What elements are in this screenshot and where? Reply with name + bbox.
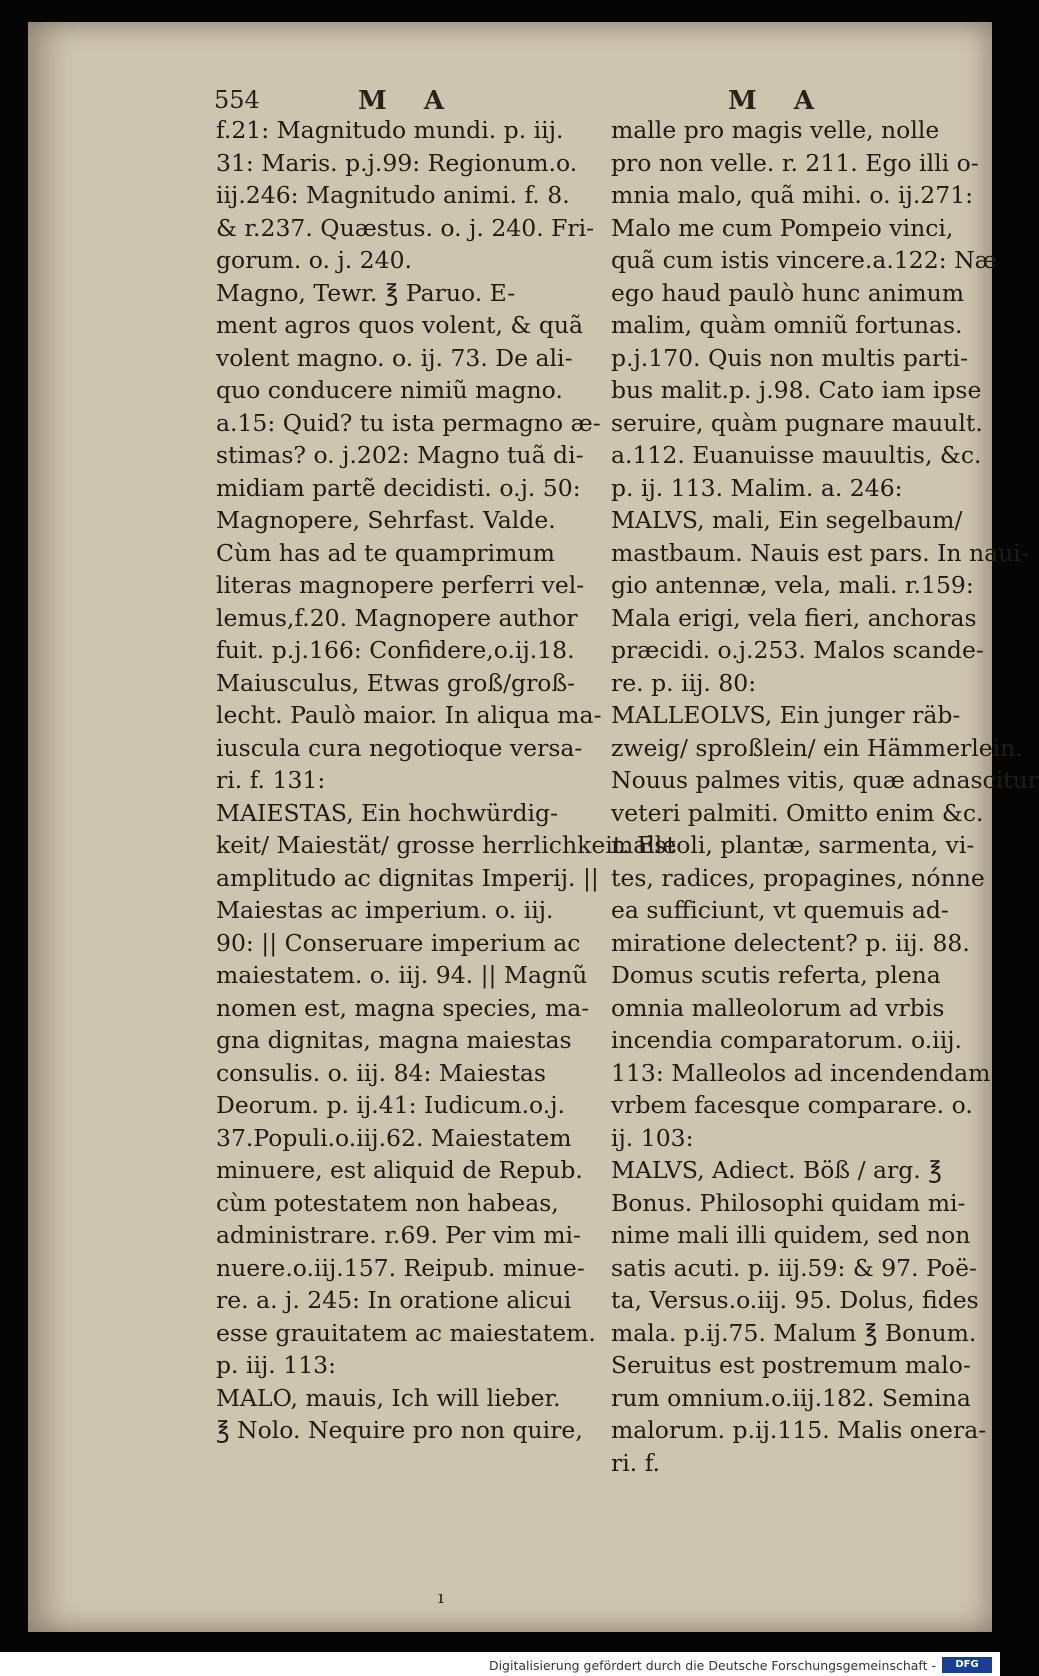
text-line: ea sufficiunt, vt quemuis ad- — [611, 896, 949, 924]
text-line: ta, Versus.o.iij. 95. Dolus, fides — [611, 1286, 979, 1314]
text-line: p.j.170. Quis non multis parti- — [611, 343, 969, 372]
text-line: ij. 103: — [611, 1123, 694, 1152]
text-line: gna dignitas, magna maiestas — [216, 1026, 572, 1054]
page-number: 554 — [214, 86, 260, 114]
text-line: Bonus. Philosophi quidam mi- — [611, 1188, 966, 1217]
text-line: re. p. iij. 80: — [611, 668, 757, 697]
text-line: tes, radices, propagines, nónne — [611, 863, 985, 892]
text-line: Domus scutis referta, plena — [611, 961, 941, 989]
text-line: gorum. o. j. 240. — [216, 246, 413, 274]
text-line: quã cum istis vincere.a.122: Næ — [611, 246, 997, 274]
text-line: Deorum. p. ij.41: Iudicum.o.j. — [216, 1091, 566, 1119]
text-line: esse grauitatem ac maiestatem. — [216, 1318, 596, 1347]
text-line: a.112. Euanuisse mauultis, &c. — [611, 441, 982, 469]
text-line: malleoli, plantæ, sarmenta, vi- — [611, 831, 975, 859]
text-line: Magno, Tewr. ℥ Paruo. E- — [216, 278, 516, 307]
text-line: & r.237. Quæstus. o. j. 240. Fri- — [216, 213, 595, 242]
text-line: nuere.o.iij.157. Reipub. minue- — [216, 1253, 585, 1282]
text-line: veteri palmiti. Omitto enim &c. — [611, 798, 984, 827]
text-line: nomen est, magna species, ma- — [216, 993, 590, 1022]
text-line: 113: Malleolos ad incendendam — [611, 1058, 991, 1087]
text-line: mala. p.ij.75. Malum ℥ Bonum. — [611, 1318, 977, 1347]
text-line: ego haud paulò hunc animum — [611, 278, 965, 307]
book-page — [28, 22, 1039, 1632]
text-line: Malo me cum Pompeio vinci, — [611, 213, 954, 242]
text-line: omnia malleolorum ad vrbis — [611, 993, 945, 1022]
text-line: seruire, quàm pugnare mauult. — [611, 408, 983, 437]
text-line: miratione delectent? p. iij. 88. — [611, 928, 970, 957]
text-line: Seruitus est postremum malo- — [611, 1351, 971, 1379]
text-line: re. a. j. 245: In oratione alicui — [216, 1286, 572, 1314]
text-line: p. iij. 113: — [216, 1351, 337, 1379]
text-line: f.21: Magnitudo mundi. p. iij. — [216, 116, 564, 144]
digitization-footer — [0, 1652, 1000, 1676]
text-line: lecht. Paulò maior. In aliqua ma- — [216, 701, 602, 729]
text-line: 90: || Conseruare imperium ac — [216, 928, 581, 957]
text-line: Nouus palmes vitis, quæ adnascitur — [611, 766, 1039, 794]
text-line: mastbaum. Nauis est pars. In naui- — [611, 538, 1029, 567]
running-head-left: M A — [358, 86, 459, 116]
text-line: 37.Populi.o.iij.62. Maiestatem — [216, 1123, 572, 1152]
text-line: mnia malo, quã mihi. o. ij.271: — [611, 181, 974, 209]
text-line: lemus,f.20. Magnopere author — [216, 603, 578, 632]
text-line: malle pro magis velle, nolle — [611, 116, 940, 144]
text-line: iuscula cura negotioque versa- — [216, 733, 583, 762]
text-line: rum omnium.o.iij.182. Semina — [611, 1383, 971, 1412]
text-line: zweig/ sproßlein/ ein Hämmerlein. — [611, 733, 1023, 762]
text-line: fuit. p.j.166: Confidere,o.ij.18. — [216, 636, 575, 664]
text-line: malorum. p.ij.115. Malis onera- — [611, 1416, 987, 1444]
footer-mark: ı — [438, 1587, 444, 1608]
text-line: MALO, mauis, Ich will lieber. — [216, 1383, 561, 1412]
text-line: bus malit.p. j.98. Cato iam ipse — [611, 376, 982, 404]
text-line: ri. f. 131: — [216, 766, 326, 794]
text-line: Cùm has ad te quamprimum — [216, 538, 555, 567]
footer-credit: Digitalisierung gefördert durch die Deutsche Forschungsgemeinschaft - — [488, 1658, 936, 1673]
text-line: ri. f. — [611, 1448, 661, 1477]
text-line: Maiestas ac imperium. o. iij. — [216, 896, 554, 924]
text-line: p. ij. 113. Malim. a. 246: — [611, 473, 903, 502]
text-line: amplitudo ac dignitas Imperij. || — [216, 863, 599, 892]
text-line: 31: Maris. p.j.99: Regionum.o. — [216, 148, 578, 177]
text-line: midiam partẽ decidisti. o.j. 50: — [216, 473, 581, 502]
text-line: MALVS, Adiect. Böß / arg. ℥ — [611, 1156, 942, 1184]
text-line: satis acuti. p. iij.59: & 97. Poë- — [611, 1253, 977, 1282]
text-line: iij.246: Magnitudo animi. f. 8. — [216, 181, 570, 209]
text-line: keit/ Maiestät/ grosse herrlichkeit. Est — [216, 831, 676, 859]
right-text-column — [611, 114, 1039, 1479]
text-line: quo conducere nimiũ magno. — [216, 376, 563, 404]
running-head-right: M A — [728, 86, 829, 116]
text-line: stimas? o. j.202: Magno tuã di- — [216, 441, 584, 469]
text-line: ment agros quos volent, & quã — [216, 311, 584, 339]
text-line: Maiusculus, Etwas groß/groß- — [216, 668, 576, 697]
text-line: Mala erigi, vela fieri, anchoras — [611, 603, 977, 632]
text-line: malim, quàm omniũ fortunas. — [611, 311, 963, 339]
text-line: præcidi. o.j.253. Malos scande- — [611, 636, 984, 664]
text-line: consulis. o. iij. 84: Maiestas — [216, 1058, 546, 1087]
text-line: incendia comparatorum. o.iij. — [611, 1026, 962, 1054]
text-line: maiestatem. o. iij. 94. || Magnũ — [216, 961, 588, 989]
text-line: a.15: Quid? tu ista permagno æ- — [216, 408, 601, 437]
text-line: MAIESTAS, Ein hochwürdig- — [216, 798, 559, 827]
text-line: vrbem facesque comparare. o. — [611, 1091, 973, 1119]
text-line: pro non velle. r. 211. Ego illi o- — [611, 148, 979, 177]
text-line: cùm potestatem non habeas, — [216, 1188, 559, 1217]
text-line: administrare. r.69. Per vim mi- — [216, 1221, 581, 1249]
text-line: gio antennæ, vela, mali. r.159: — [611, 571, 974, 599]
text-line: volent magno. o. ij. 73. De ali- — [216, 343, 573, 372]
dfg-logo-icon: DFG — [942, 1657, 992, 1673]
text-line: literas magnopere perferri vel- — [216, 571, 585, 599]
text-line: minuere, est aliquid de Repub. — [216, 1156, 583, 1184]
text-line: Magnopere, Sehrfast. Valde. — [216, 506, 556, 534]
text-line: nime mali illi quidem, sed non — [611, 1221, 971, 1249]
text-line: MALLEOLVS, Ein junger räb- — [611, 701, 961, 729]
text-line: ℥ Nolo. Nequire pro non quire, — [216, 1416, 583, 1444]
text-line: MALVS, mali, Ein segelbaum/ — [611, 506, 963, 534]
